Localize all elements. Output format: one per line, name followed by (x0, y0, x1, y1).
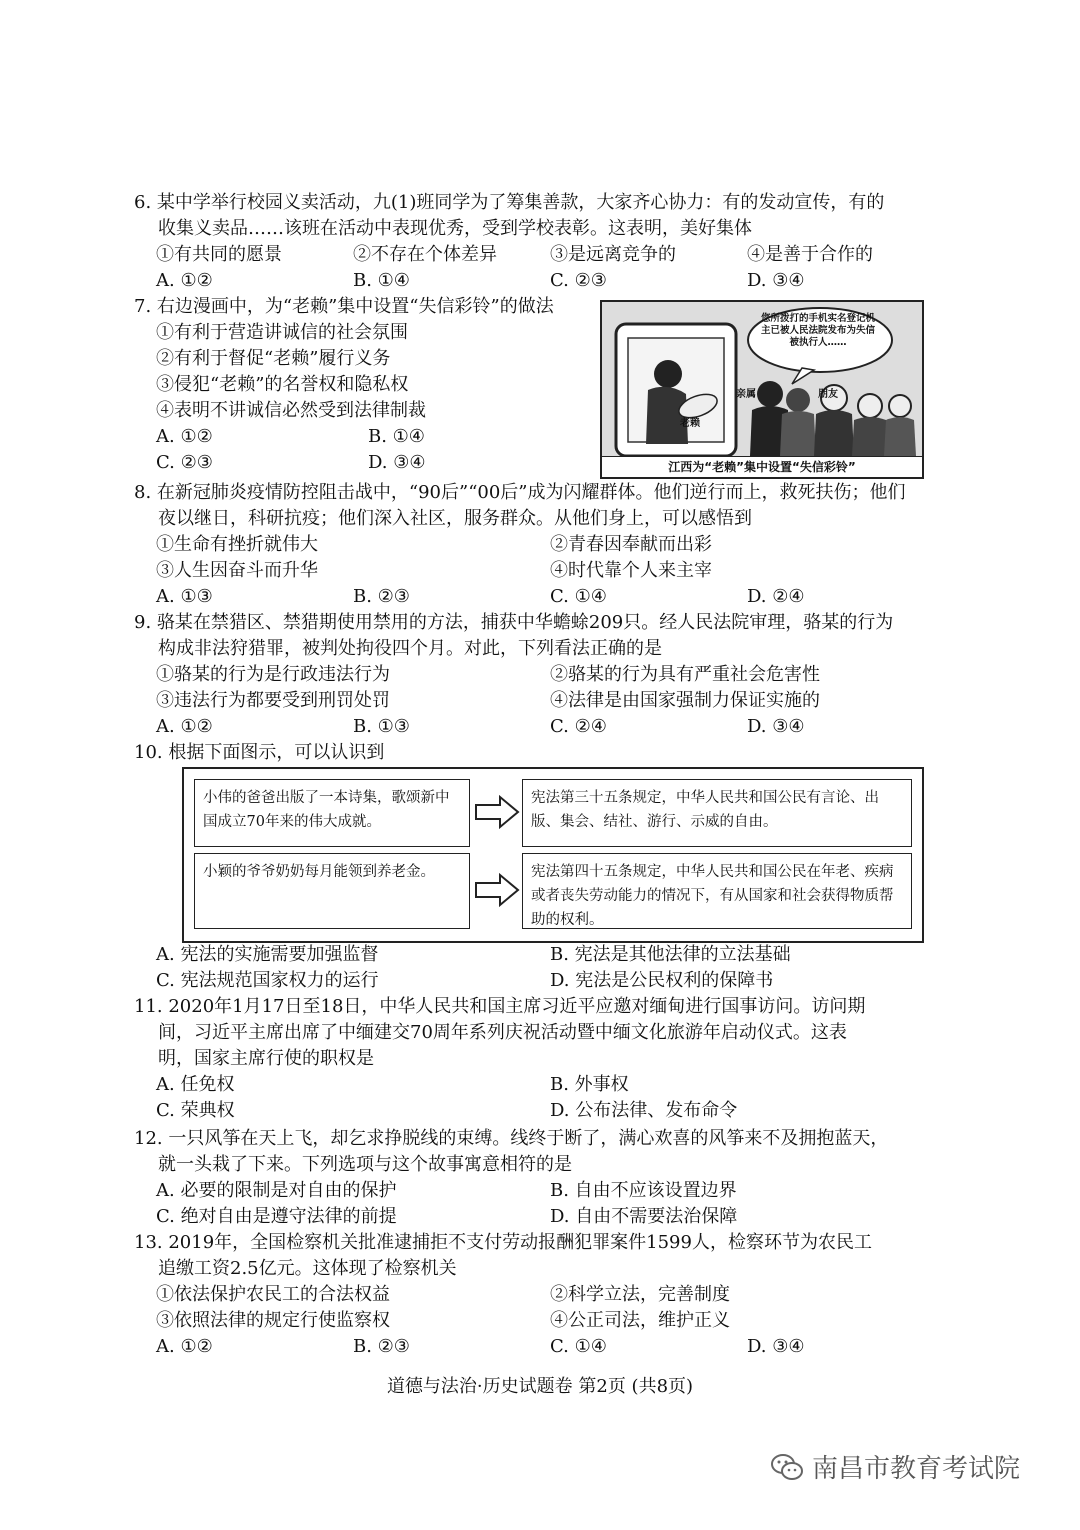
diagram-box-article-45: 宪法第四十五条规定，中华人民共和国公民在年老、疾病或者丧失劳动能力的情况下，有从国家和社会获得物质帮助的权利。 (522, 853, 912, 929)
q6-answer-d: D. ③④ (747, 270, 805, 291)
q12-option-a: A. 必要的限制是对自由的保护 (156, 1180, 397, 1201)
question-10 (134, 740, 944, 766)
q9-stem-line1: 9. 骆某在禁猎区、禁猎期使用禁用的方法，捕获中华蟾蜍209只。经人民法院审理，骆某的行为 (134, 612, 894, 633)
q6-option-1: ①有共同的愿景 (156, 244, 282, 265)
q9-option-3: ③违法行为都要受到刑罚处罚 (156, 690, 390, 711)
q12-options-cd (134, 1204, 944, 1230)
q9-options-34 (134, 688, 944, 714)
q6-stem-line1: 6. 某中学举行校园义卖活动，九(1)班同学为了筹集善款，大家齐心协力：有的发动宣传，有的 (134, 192, 885, 213)
q12-option-c: C. 绝对自由是遵守法律的前提 (156, 1206, 397, 1227)
q8-stem-line2: 夜以继日，科研抗疫；他们深入社区，服务群众。从他们身上，可以感悟到 (158, 508, 752, 529)
q13-answers (134, 1334, 944, 1360)
q8-options-12 (134, 532, 944, 558)
q10-stem: 10. 根据下面图示，可以认识到 (134, 742, 385, 763)
question-13 (134, 1230, 944, 1360)
question-9 (134, 610, 944, 740)
q9-answer-c: C. ②④ (550, 716, 607, 737)
q9-stem-line2: 构成非法狩猎罪，被判处拘役四个月。对此，下列看法正确的是 (158, 638, 662, 659)
q8-answer-d: D. ②④ (747, 586, 805, 607)
q8-answer-c: C. ①④ (550, 586, 607, 607)
diagram-box-pension: 小颖的爷爷奶奶每月能领到养老金。 (194, 853, 470, 929)
q7-answers-cd (134, 450, 594, 476)
q13-options-12 (134, 1282, 944, 1308)
q13-answer-d: D. ③④ (747, 1336, 805, 1357)
q12-options-ab (134, 1178, 944, 1204)
q6-option-4: ④是善于合作的 (747, 244, 873, 265)
q11-stem-line3: 明，国家主席行使的职权是 (158, 1048, 374, 1069)
cartoon-caption: 江西为“老赖”集中设置“失信彩铃” (602, 456, 922, 477)
q8-option-1: ①生命有挫折就伟大 (156, 534, 318, 555)
q13-options-34 (134, 1308, 944, 1334)
arrow-right-icon (474, 795, 520, 829)
q9-option-2: ②骆某的行为具有严重社会危害性 (550, 664, 820, 685)
diagram-box-article-35: 宪法第三十五条规定，中华人民共和国公民有言论、出版、集会、结社、游行、示威的自由。 (522, 779, 912, 847)
q7-stem: 7. 右边漫画中，为“老赖”集中设置“失信彩铃”的做法 (134, 296, 554, 317)
q12-stem-line2: 就一头栽了下来。下列选项与这个故事寓意相符的是 (158, 1154, 572, 1175)
cartoon-tag-laolai: 老赖 (680, 418, 700, 429)
q10-options-ab (134, 942, 944, 968)
q6-option-2: ②不存在个体差异 (353, 244, 497, 265)
q6-option-3: ③是远离竞争的 (550, 244, 676, 265)
q9-option-4: ④法律是由国家强制力保证实施的 (550, 690, 820, 711)
q8-options-34 (134, 558, 944, 584)
q10-option-c: C. 宪法规范国家权力的运行 (156, 970, 379, 991)
q13-option-3: ③依照法律的规定行使监察权 (156, 1310, 390, 1331)
q13-answer-c: C. ①④ (550, 1336, 607, 1357)
q11-options-ab (134, 1072, 944, 1098)
q13-stem-line2: 追缴工资2.5亿元。这体现了检察机关 (158, 1258, 457, 1279)
q12-option-d: D. 自由不需要法治保障 (550, 1206, 738, 1227)
q11-stem-line1: 11. 2020年1月17日至18日，中华人民共和国主席习近平应邀对缅甸进行国事访问。访问期 (134, 996, 866, 1017)
q8-option-2: ②青春因奉献而出彩 (550, 534, 712, 555)
cartoon-speech-bubble: 您所拨打的手机实名登记机主已被人民法院发布为失信被执行人…… (760, 313, 875, 348)
q8-option-4: ④时代靠个人来主宰 (550, 560, 712, 581)
q11-stem-line2: 间，习近平主席出席了中缅建交70周年系列庆祝活动暨中缅文化旅游年启动仪式。这表 (158, 1022, 847, 1043)
q13-option-2: ②科学立法，完善制度 (550, 1284, 730, 1305)
q10-options (134, 942, 944, 994)
q7-option-4: ④表明不讲诚信必然受到法律制裁 (156, 400, 426, 421)
question-7 (134, 294, 594, 476)
q7-option-2: ②有利于督促“老赖”履行义务 (156, 348, 391, 369)
q13-option-1: ①依法保护农民工的合法权益 (156, 1284, 390, 1305)
q7-answer-b: B. ①④ (368, 426, 425, 447)
q8-option-3: ③人生因奋斗而升华 (156, 560, 318, 581)
question-8 (134, 480, 944, 610)
q6-answer-a: A. ①② (156, 270, 213, 291)
q6-answers (134, 268, 944, 294)
q9-answers (134, 714, 944, 740)
question-11 (134, 994, 944, 1124)
q9-answer-d: D. ③④ (747, 716, 805, 737)
q13-option-4: ④公正司法，维护正义 (550, 1310, 730, 1331)
q10-option-d: D. 宪法是公民权利的保障书 (550, 970, 774, 991)
q6-answer-c: C. ②③ (550, 270, 607, 291)
cartoon-tag-relatives: 亲属 (736, 389, 756, 400)
wechat-watermark (770, 1448, 1020, 1485)
q8-answer-a: A. ①③ (156, 586, 213, 607)
q13-answer-a: A. ①② (156, 1336, 213, 1357)
q11-option-b: B. 外事权 (550, 1074, 629, 1095)
q11-option-c: C. 荣典权 (156, 1100, 235, 1121)
q9-options-12 (134, 662, 944, 688)
diagram-box-poetry: 小伟的爸爸出版了一本诗集，歌颂新中国成立70年来的伟大成就。 (194, 779, 470, 847)
q6-stem-line2: 收集义卖品……该班在活动中表现优秀，受到学校表彰。这表明，美好集体 (158, 218, 752, 239)
q8-answer-b: B. ②③ (353, 586, 410, 607)
constitution-diagram (182, 767, 924, 943)
q7-answers-ab (134, 424, 594, 450)
arrow-right-icon (474, 873, 520, 907)
q7-option-1: ①有利于营造讲诚信的社会氛围 (156, 322, 408, 343)
q6-answer-b: B. ①④ (353, 270, 410, 291)
q8-stem-line1: 8. 在新冠肺炎疫情防控阻击战中，“90后”“00后”成为闪耀群体。他们逆行而上，救死扶伤；他们 (134, 482, 906, 503)
q13-stem-line1: 13. 2019年，全国检察机关批准逮捕拒不支付劳动报酬犯罪案件1599人，检察环节为农民工 (134, 1232, 872, 1253)
question-12 (134, 1126, 944, 1230)
q9-answer-a: A. ①② (156, 716, 213, 737)
q11-option-a: A. 任免权 (156, 1074, 235, 1095)
q6-options (134, 242, 944, 268)
q10-options-cd (134, 968, 944, 994)
q10-option-b: B. 宪法是其他法律的立法基础 (550, 944, 791, 965)
q13-answer-b: B. ②③ (353, 1336, 410, 1357)
q12-option-b: B. 自由不应该设置边界 (550, 1180, 737, 1201)
watermark-text: 南昌市教育考试院 (812, 1454, 1021, 1484)
q7-answer-c: C. ②③ (156, 452, 213, 473)
q8-answers (134, 584, 944, 610)
q10-option-a: A. 宪法的实施需要加强监督 (156, 944, 379, 965)
q9-option-1: ①骆某的行为是行政违法行为 (156, 664, 390, 685)
q7-option-3: ③侵犯“老赖”的名誉权和隐私权 (156, 374, 409, 395)
q11-options-cd (134, 1098, 944, 1124)
q7-answer-a: A. ①② (156, 426, 213, 447)
page-footer: 道德与法治·历史试题卷 第2页 (共8页) (386, 1376, 694, 1397)
q7-answer-d: D. ③④ (368, 452, 426, 473)
q12-stem-line1: 12. 一只风筝在天上飞，却乞求挣脱线的束缚。线终于断了，满心欢喜的风筝来不及拥抱蓝天， (134, 1128, 889, 1149)
wechat-icon (770, 1452, 804, 1482)
q9-answer-b: B. ①③ (353, 716, 410, 737)
question-6 (134, 190, 944, 294)
q11-option-d: D. 公布法律、发布命令 (550, 1100, 738, 1121)
cartoon-tag-friends: 朋友 (818, 389, 838, 400)
